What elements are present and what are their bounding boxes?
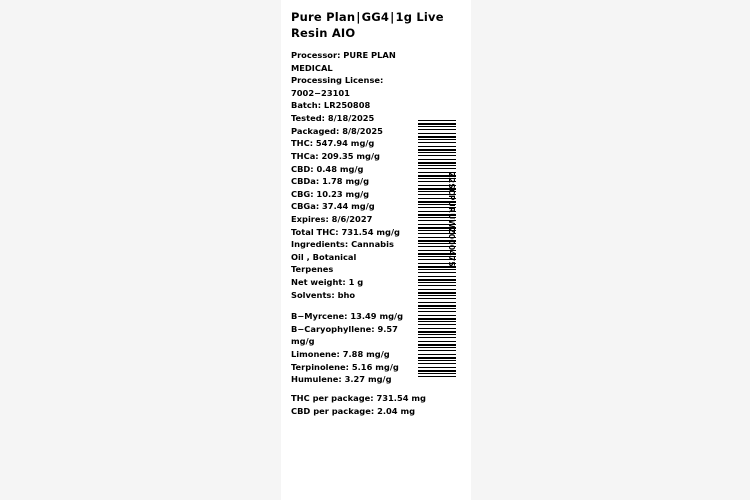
product-facts-list bbox=[291, 49, 401, 301]
title-separator-1: | bbox=[356, 10, 361, 24]
product-label-card bbox=[281, 0, 471, 500]
cbd-per-package: CBD per package: 2.04 mg bbox=[291, 406, 416, 417]
fact-net-weight: Net weight: 1 g bbox=[291, 277, 364, 287]
barcode-area bbox=[406, 120, 466, 385]
fact-tested: Tested: 8/18/2025 bbox=[291, 113, 375, 124]
product-title bbox=[291, 10, 451, 41]
barcode-value: Z2SCPURUWZ000475 bbox=[446, 172, 456, 267]
terpene-myrcene: B−Myrcene: 13.49 mg/g bbox=[291, 311, 404, 322]
title-separator-2: | bbox=[390, 10, 395, 24]
fact-processor: Processor: PURE PLAN MEDICAL bbox=[291, 50, 396, 73]
fact-cbda: CBDa: 1.78 mg/g bbox=[291, 176, 370, 187]
product-brand: Pure Plan bbox=[291, 10, 356, 24]
per-package-section bbox=[291, 392, 456, 419]
fact-cbd: CBD: 0.48 mg/g bbox=[291, 163, 364, 174]
terpene-terpinolene: Terpinolene: 5.16 mg/g bbox=[291, 361, 399, 372]
fact-cbga: CBGa: 37.44 mg/g bbox=[291, 201, 375, 212]
fact-total-thc: Total THC: 731.54 mg/g bbox=[291, 226, 400, 237]
thc-per-package: THC per package: 731.54 mg bbox=[291, 393, 426, 403]
fact-packaged: Packaged: 8/8/2025 bbox=[291, 125, 383, 136]
fact-thca: THCa: 209.35 mg/g bbox=[291, 150, 380, 161]
label-content bbox=[281, 0, 471, 500]
fact-solvents: Solvents: bho bbox=[291, 289, 356, 300]
terpene-humulene: Humulene: 3.27 mg/g bbox=[291, 374, 392, 385]
fact-batch: Batch: LR250808 bbox=[291, 100, 371, 111]
product-strain: GG4 bbox=[361, 10, 390, 24]
product-type: 1g Live Resin AIO bbox=[291, 10, 444, 40]
fact-expires: Expires: 8/6/2027 bbox=[291, 213, 373, 224]
terpene-caryophyllene: B−Caryophyllene: 9.57 mg/g bbox=[291, 323, 398, 347]
fact-processing-license: Processing License: 7002−23101 bbox=[291, 75, 384, 98]
fact-cbg: CBG: 10.23 mg/g bbox=[291, 188, 370, 199]
fact-thc: THC: 547.94 mg/g bbox=[291, 138, 375, 149]
terpene-list bbox=[291, 310, 421, 386]
terpene-limonene: Limonene: 7.88 mg/g bbox=[291, 349, 390, 360]
fact-ingredients: Ingredients: Cannabis Oil , Botanical Terpenes bbox=[291, 239, 394, 275]
